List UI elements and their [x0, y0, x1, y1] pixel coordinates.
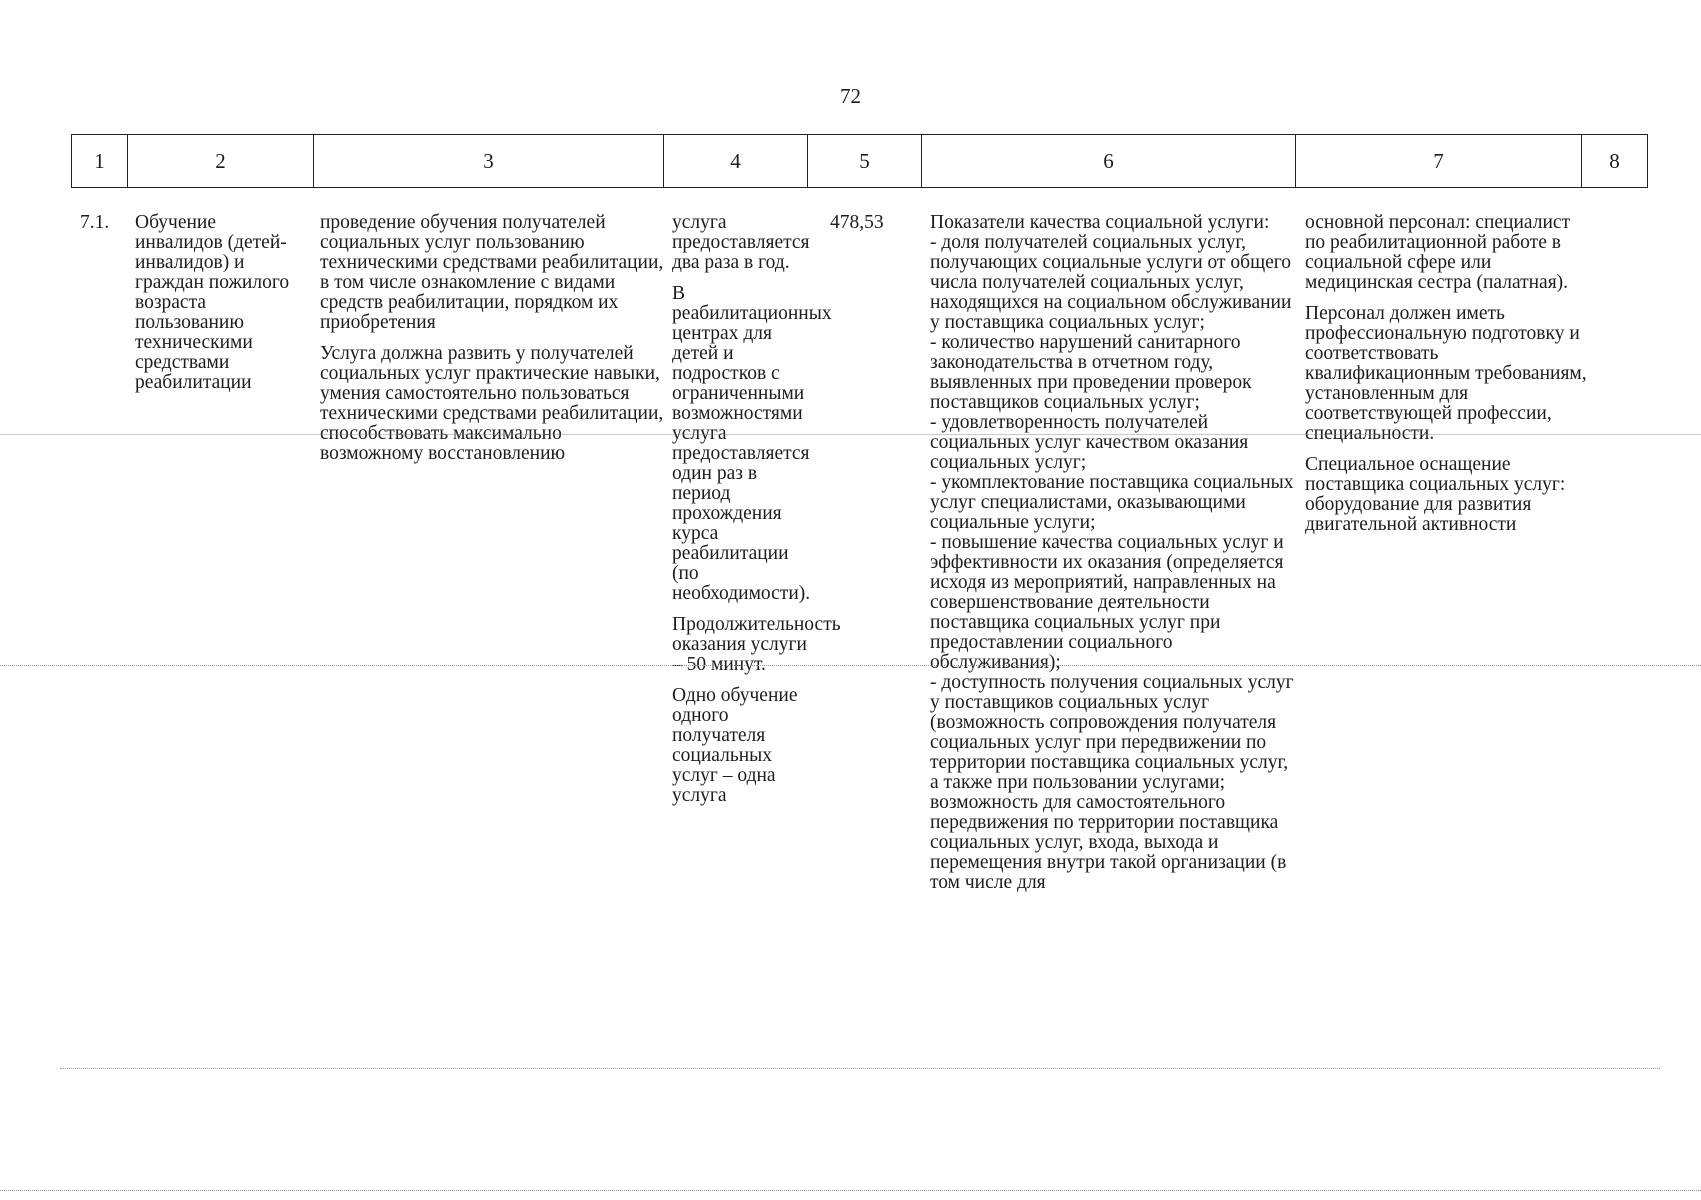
column-header-7: 7 — [1296, 135, 1582, 188]
service-content-paragraph: проведение обучения получателей социальных услуг пользованию техническими средствами реабилитации, в том числе ознакомление с видами средств реабилитации, порядком их приобретения — [320, 212, 664, 333]
staff-paragraph: основной персонал: специалист по реабилитационной работе в социальной сфере или медицинская сестра (палатная). — [1305, 212, 1571, 293]
column-header-4: 4 — [664, 135, 808, 188]
tariff-value: 478,53 — [830, 212, 884, 233]
column-header-2: 2 — [128, 135, 314, 188]
column-header-5: 5 — [808, 135, 922, 188]
staff-paragraph: Персонал должен иметь профессиональную подготовку и соответствовать квалификационным требованиям, установленным для соответствующей профессии, специальности. — [1305, 303, 1587, 444]
scan-artifact-line — [0, 434, 1701, 435]
column-number-header — [71, 134, 1648, 188]
frequency-paragraph: услуга предоставляется два раза в год. — [672, 212, 810, 273]
column-header-1: 1 — [72, 135, 128, 188]
service-content-paragraph: Услуга должна развить у получателей социальных услуг практические навыки, умения самостоятельно пользоваться техническими средствами реабилитации, способствовать максимально возможному восстановлению — [320, 343, 664, 464]
frequency-paragraph: Продолжительность оказания услуги – 50 минут. — [672, 614, 841, 675]
column-header-8: 8 — [1582, 135, 1648, 188]
staff-requirements — [1305, 213, 1595, 546]
scan-artifact-line — [0, 665, 1701, 666]
scan-artifact-line — [0, 1190, 1701, 1191]
frequency-paragraph: Одно обучение одного получателя социальных услуг – одна услуга — [672, 685, 798, 806]
column-header-6: 6 — [922, 135, 1296, 188]
frequency-paragraph: В реабилитационных центрах для детей и подростков с ограниченными возможностями услуга предоставляется один раз в период прохождения курса реабилитации (по необходимости). — [672, 283, 832, 604]
row-number: 7.1. — [80, 212, 110, 233]
staff-paragraph: Специальное оснащение поставщика социальных услуг: оборудование для развития двигательной активности — [1305, 454, 1566, 535]
service-frequency — [672, 212, 841, 817]
quality-indicators: Показатели качества социальной услуги: - доля получателей социальных услуг, получающих социальные услуги от общего числа получателей социальных услуг, находящихся на социальном обслуживании у поставщика социальных услуг; - количество нарушений санитарного законодательства в отчетном году, выявленных при проведении проверок поставщиков социальных услуг; - удовлетворенность получателей социальных услуг качеством оказания социальных услуг; - укомплектование поставщика социальных услуг специалистами, оказывающими социальные услуги; - повышение качества социальных услуг и эффективности их оказания (определяется исходя из мероприятий, направленных на совершенствование деятельности поставщика социальных услуг при предоставлении социального обслуживания); - доступность получения социальных услуг у поставщиков социальных услуг (возможность сопровождения получателя социальных услуг при передвижении по территории поставщика социальных услуг, а также при пользовании услугами; возможность для самостоятельного передвижения по территории поставщика социальных услуг, входа, выхода и перемещения внутри такой организации (в том числе для — [930, 212, 1294, 893]
column-header-3: 3 — [314, 135, 664, 188]
scan-artifact-line — [60, 1068, 1660, 1069]
service-name: Обучение инвалидов (детей-инвалидов) и граждан пожилого возраста пользованию техническими средствами реабилитации — [135, 212, 290, 393]
service-content — [320, 213, 665, 475]
page-number: 72 — [840, 84, 861, 108]
